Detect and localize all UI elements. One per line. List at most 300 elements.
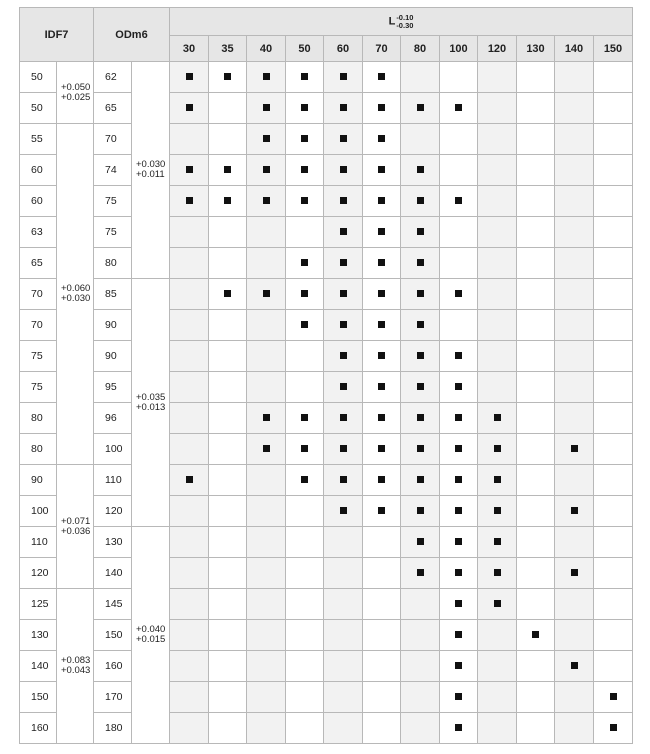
availability-cell bbox=[247, 589, 286, 620]
available-mark-icon bbox=[455, 414, 462, 421]
availability-cell bbox=[209, 62, 247, 93]
availability-cell bbox=[209, 558, 247, 589]
available-mark-icon bbox=[494, 569, 501, 576]
available-mark-icon bbox=[494, 600, 501, 607]
availability-cell bbox=[209, 496, 247, 527]
availability-cell bbox=[517, 434, 555, 465]
table-row bbox=[20, 465, 633, 496]
availability-cell bbox=[170, 93, 209, 124]
availability-cell bbox=[594, 713, 633, 744]
availability-cell bbox=[363, 217, 401, 248]
availability-cell bbox=[209, 310, 247, 341]
availability-cell bbox=[478, 62, 517, 93]
availability-cell bbox=[286, 93, 324, 124]
availability-cell bbox=[478, 155, 517, 186]
availability-cell bbox=[247, 248, 286, 279]
availability-cell bbox=[478, 124, 517, 155]
availability-cell bbox=[517, 341, 555, 372]
availability-cell bbox=[401, 62, 440, 93]
table-row bbox=[20, 217, 633, 248]
table-row bbox=[20, 713, 633, 744]
availability-cell bbox=[594, 93, 633, 124]
availability-cell bbox=[401, 496, 440, 527]
availability-cell bbox=[286, 217, 324, 248]
availability-cell bbox=[324, 248, 363, 279]
id-value: 50 bbox=[20, 62, 57, 93]
table-row bbox=[20, 248, 633, 279]
availability-cell bbox=[440, 527, 478, 558]
availability-cell bbox=[170, 310, 209, 341]
od-tolerance bbox=[132, 62, 170, 279]
availability-cell bbox=[209, 372, 247, 403]
available-mark-icon bbox=[378, 321, 385, 328]
availability-cell bbox=[555, 217, 594, 248]
header-idf: IDF7 bbox=[20, 8, 94, 62]
available-mark-icon bbox=[340, 197, 347, 204]
available-mark-icon bbox=[494, 476, 501, 483]
availability-cell bbox=[324, 713, 363, 744]
availability-cell bbox=[324, 310, 363, 341]
available-mark-icon bbox=[378, 228, 385, 235]
table-row bbox=[20, 124, 633, 155]
available-mark-icon bbox=[301, 104, 308, 111]
availability-cell bbox=[555, 155, 594, 186]
available-mark-icon bbox=[263, 166, 270, 173]
availability-cell bbox=[517, 186, 555, 217]
length-header-50: 50 bbox=[286, 36, 324, 62]
available-mark-icon bbox=[417, 259, 424, 266]
availability-cell bbox=[209, 465, 247, 496]
availability-cell bbox=[170, 248, 209, 279]
available-mark-icon bbox=[340, 414, 347, 421]
available-mark-icon bbox=[378, 290, 385, 297]
available-mark-icon bbox=[455, 290, 462, 297]
availability-cell bbox=[555, 372, 594, 403]
availability-cell bbox=[247, 155, 286, 186]
availability-cell bbox=[247, 713, 286, 744]
available-mark-icon bbox=[417, 228, 424, 235]
id-value: 60 bbox=[20, 186, 57, 217]
availability-cell bbox=[324, 372, 363, 403]
availability-cell bbox=[517, 372, 555, 403]
availability-cell bbox=[401, 713, 440, 744]
availability-cell bbox=[555, 713, 594, 744]
availability-cell bbox=[401, 558, 440, 589]
availability-cell bbox=[555, 434, 594, 465]
availability-cell bbox=[324, 558, 363, 589]
availability-cell bbox=[286, 186, 324, 217]
available-mark-icon bbox=[340, 135, 347, 142]
available-mark-icon bbox=[224, 73, 231, 80]
availability-cell bbox=[170, 403, 209, 434]
availability-cell bbox=[286, 372, 324, 403]
availability-cell bbox=[401, 682, 440, 713]
availability-cell bbox=[286, 248, 324, 279]
availability-cell bbox=[440, 465, 478, 496]
available-mark-icon bbox=[224, 290, 231, 297]
available-mark-icon bbox=[455, 476, 462, 483]
availability-cell bbox=[594, 465, 633, 496]
availability-cell bbox=[247, 186, 286, 217]
availability-cell bbox=[286, 558, 324, 589]
availability-cell bbox=[286, 124, 324, 155]
available-mark-icon bbox=[494, 538, 501, 545]
available-mark-icon bbox=[263, 290, 270, 297]
available-mark-icon bbox=[263, 414, 270, 421]
available-mark-icon bbox=[417, 569, 424, 576]
available-mark-icon bbox=[340, 507, 347, 514]
availability-cell bbox=[170, 496, 209, 527]
id-tolerance bbox=[57, 465, 94, 589]
available-mark-icon bbox=[340, 352, 347, 359]
availability-cell bbox=[209, 434, 247, 465]
available-mark-icon bbox=[301, 259, 308, 266]
available-mark-icon bbox=[340, 166, 347, 173]
availability-cell bbox=[555, 558, 594, 589]
available-mark-icon bbox=[186, 476, 193, 483]
table-row bbox=[20, 372, 633, 403]
availability-cell bbox=[209, 279, 247, 310]
available-mark-icon bbox=[417, 321, 424, 328]
available-mark-icon bbox=[455, 445, 462, 452]
available-mark-icon bbox=[455, 538, 462, 545]
availability-cell bbox=[324, 527, 363, 558]
availability-cell bbox=[363, 682, 401, 713]
table-row bbox=[20, 186, 633, 217]
length-header-70: 70 bbox=[363, 36, 401, 62]
id-value: 63 bbox=[20, 217, 57, 248]
availability-cell bbox=[594, 589, 633, 620]
availability-cell bbox=[363, 651, 401, 682]
od-tol-lower: +0.011 bbox=[136, 169, 165, 180]
availability-cell bbox=[209, 186, 247, 217]
availability-cell bbox=[517, 155, 555, 186]
availability-cell bbox=[363, 341, 401, 372]
availability-cell bbox=[478, 496, 517, 527]
availability-cell bbox=[555, 124, 594, 155]
available-mark-icon bbox=[340, 321, 347, 328]
available-mark-icon bbox=[532, 631, 539, 638]
od-tol-upper: +0.035 bbox=[136, 391, 166, 403]
availability-cell bbox=[363, 310, 401, 341]
table-row bbox=[20, 620, 633, 651]
available-mark-icon bbox=[263, 197, 270, 204]
availability-cell bbox=[517, 682, 555, 713]
od-value: 110 bbox=[94, 465, 132, 496]
availability-cell bbox=[594, 155, 633, 186]
od-value: 180 bbox=[94, 713, 132, 744]
id-value: 55 bbox=[20, 124, 57, 155]
availability-cell bbox=[517, 558, 555, 589]
availability-cell bbox=[440, 186, 478, 217]
availability-cell bbox=[324, 155, 363, 186]
id-value: 50 bbox=[20, 93, 57, 124]
availability-cell bbox=[247, 620, 286, 651]
availability-cell bbox=[594, 372, 633, 403]
availability-cell bbox=[478, 341, 517, 372]
availability-cell bbox=[594, 620, 633, 651]
availability-cell bbox=[286, 651, 324, 682]
table-body bbox=[20, 62, 633, 744]
available-mark-icon bbox=[417, 507, 424, 514]
availability-cell bbox=[555, 279, 594, 310]
length-header-130: 130 bbox=[517, 36, 555, 62]
available-mark-icon bbox=[417, 538, 424, 545]
availability-cell bbox=[247, 279, 286, 310]
available-mark-icon bbox=[340, 445, 347, 452]
od-value: 145 bbox=[94, 589, 132, 620]
id-value: 70 bbox=[20, 279, 57, 310]
availability-cell bbox=[324, 589, 363, 620]
length-header-100: 100 bbox=[440, 36, 478, 62]
availability-cell bbox=[478, 279, 517, 310]
od-value: 170 bbox=[94, 682, 132, 713]
available-mark-icon bbox=[455, 724, 462, 731]
availability-cell bbox=[478, 93, 517, 124]
availability-cell bbox=[363, 434, 401, 465]
od-tolerance bbox=[132, 279, 170, 527]
available-mark-icon bbox=[571, 507, 578, 514]
availability-cell bbox=[170, 620, 209, 651]
availability-cell bbox=[170, 279, 209, 310]
available-mark-icon bbox=[571, 445, 578, 452]
availability-cell bbox=[517, 62, 555, 93]
available-mark-icon bbox=[417, 383, 424, 390]
availability-cell bbox=[170, 186, 209, 217]
availability-cell bbox=[209, 589, 247, 620]
availability-cell bbox=[401, 310, 440, 341]
available-mark-icon bbox=[378, 445, 385, 452]
availability-cell bbox=[517, 310, 555, 341]
available-mark-icon bbox=[224, 197, 231, 204]
availability-cell bbox=[440, 682, 478, 713]
id-tol-lower: +0.030 bbox=[61, 293, 91, 304]
availability-cell bbox=[440, 62, 478, 93]
available-mark-icon bbox=[417, 104, 424, 111]
availability-cell bbox=[247, 341, 286, 372]
id-tol-lower: +0.043 bbox=[61, 665, 91, 676]
id-tol-upper: +0.083 bbox=[61, 655, 91, 666]
availability-cell bbox=[247, 465, 286, 496]
od-value: 70 bbox=[94, 124, 132, 155]
availability-cell bbox=[440, 341, 478, 372]
available-mark-icon bbox=[455, 662, 462, 669]
id-tol-upper: +0.060 bbox=[61, 283, 91, 294]
availability-cell bbox=[555, 620, 594, 651]
availability-cell bbox=[363, 186, 401, 217]
availability-cell bbox=[478, 434, 517, 465]
od-value: 95 bbox=[94, 372, 132, 403]
available-mark-icon bbox=[417, 352, 424, 359]
availability-cell bbox=[478, 713, 517, 744]
available-mark-icon bbox=[301, 445, 308, 452]
availability-cell bbox=[517, 279, 555, 310]
availability-cell bbox=[478, 403, 517, 434]
available-mark-icon bbox=[417, 414, 424, 421]
length-tol-upper: -0.10 bbox=[396, 13, 414, 22]
availability-cell bbox=[555, 527, 594, 558]
availability-cell bbox=[363, 620, 401, 651]
available-mark-icon bbox=[378, 507, 385, 514]
available-mark-icon bbox=[186, 197, 193, 204]
availability-cell bbox=[170, 589, 209, 620]
available-mark-icon bbox=[378, 197, 385, 204]
id-value: 65 bbox=[20, 248, 57, 279]
availability-cell bbox=[247, 372, 286, 403]
available-mark-icon bbox=[263, 445, 270, 452]
available-mark-icon bbox=[571, 569, 578, 576]
id-value: 60 bbox=[20, 155, 57, 186]
length-tolerance bbox=[396, 14, 413, 29]
available-mark-icon bbox=[494, 507, 501, 514]
od-tol-lower: +0.015 bbox=[136, 634, 166, 645]
availability-cell bbox=[517, 589, 555, 620]
available-mark-icon bbox=[186, 73, 193, 80]
od-value: 96 bbox=[94, 403, 132, 434]
availability-cell bbox=[478, 372, 517, 403]
availability-cell bbox=[324, 465, 363, 496]
availability-cell bbox=[324, 124, 363, 155]
length-header-140: 140 bbox=[555, 36, 594, 62]
length-header-60: 60 bbox=[324, 36, 363, 62]
availability-cell bbox=[363, 372, 401, 403]
available-mark-icon bbox=[301, 166, 308, 173]
availability-cell bbox=[555, 62, 594, 93]
available-mark-icon bbox=[378, 352, 385, 359]
available-mark-icon bbox=[455, 383, 462, 390]
availability-cell bbox=[324, 403, 363, 434]
available-mark-icon bbox=[263, 104, 270, 111]
table-row bbox=[20, 62, 633, 93]
availability-cell bbox=[517, 93, 555, 124]
available-mark-icon bbox=[455, 693, 462, 700]
availability-cell bbox=[170, 558, 209, 589]
available-mark-icon bbox=[263, 135, 270, 142]
length-tol-lower: -0.30 bbox=[396, 20, 414, 30]
availability-cell bbox=[517, 217, 555, 248]
availability-cell bbox=[478, 589, 517, 620]
availability-cell bbox=[363, 465, 401, 496]
available-mark-icon bbox=[263, 73, 270, 80]
availability-cell bbox=[170, 217, 209, 248]
availability-cell bbox=[594, 186, 633, 217]
available-mark-icon bbox=[378, 166, 385, 173]
availability-cell bbox=[209, 248, 247, 279]
availability-cell bbox=[555, 341, 594, 372]
id-value: 70 bbox=[20, 310, 57, 341]
id-value: 100 bbox=[20, 496, 57, 527]
table-row bbox=[20, 155, 633, 186]
availability-cell bbox=[555, 682, 594, 713]
availability-cell bbox=[286, 620, 324, 651]
table-row bbox=[20, 527, 633, 558]
available-mark-icon bbox=[340, 228, 347, 235]
table-row bbox=[20, 434, 633, 465]
available-mark-icon bbox=[455, 352, 462, 359]
availability-cell bbox=[363, 496, 401, 527]
availability-cell bbox=[594, 651, 633, 682]
availability-cell bbox=[363, 713, 401, 744]
table-row bbox=[20, 93, 633, 124]
availability-cell bbox=[170, 341, 209, 372]
availability-cell bbox=[401, 279, 440, 310]
availability-cell bbox=[440, 310, 478, 341]
availability-cell bbox=[324, 279, 363, 310]
id-tol-lower: +0.025 bbox=[61, 91, 91, 103]
availability-cell bbox=[401, 465, 440, 496]
availability-cell bbox=[286, 279, 324, 310]
availability-cell bbox=[209, 93, 247, 124]
availability-cell bbox=[440, 217, 478, 248]
availability-cell bbox=[594, 62, 633, 93]
available-mark-icon bbox=[610, 724, 617, 731]
table-row bbox=[20, 651, 633, 682]
id-value: 150 bbox=[20, 682, 57, 713]
availability-cell bbox=[555, 651, 594, 682]
id-value: 75 bbox=[20, 372, 57, 403]
available-mark-icon bbox=[340, 476, 347, 483]
availability-cell bbox=[170, 465, 209, 496]
available-mark-icon bbox=[186, 104, 193, 111]
availability-cell bbox=[440, 124, 478, 155]
available-mark-icon bbox=[455, 104, 462, 111]
availability-cell bbox=[555, 248, 594, 279]
available-mark-icon bbox=[494, 414, 501, 421]
od-value: 90 bbox=[94, 341, 132, 372]
available-mark-icon bbox=[417, 476, 424, 483]
table-row bbox=[20, 279, 633, 310]
availability-cell bbox=[247, 496, 286, 527]
od-tol-upper: +0.030 bbox=[136, 159, 166, 170]
availability-cell bbox=[594, 310, 633, 341]
id-value: 125 bbox=[20, 589, 57, 620]
availability-cell bbox=[324, 62, 363, 93]
availability-cell bbox=[555, 93, 594, 124]
availability-cell bbox=[440, 403, 478, 434]
availability-cell bbox=[594, 527, 633, 558]
availability-cell bbox=[517, 527, 555, 558]
availability-cell bbox=[594, 248, 633, 279]
availability-cell bbox=[363, 93, 401, 124]
availability-cell bbox=[209, 155, 247, 186]
available-mark-icon bbox=[455, 197, 462, 204]
id-value: 80 bbox=[20, 434, 57, 465]
availability-cell bbox=[478, 558, 517, 589]
availability-cell bbox=[363, 403, 401, 434]
availability-cell bbox=[440, 434, 478, 465]
availability-cell bbox=[401, 372, 440, 403]
table-row bbox=[20, 403, 633, 434]
od-tolerance bbox=[132, 527, 170, 744]
od-value: 75 bbox=[94, 186, 132, 217]
availability-cell bbox=[594, 341, 633, 372]
availability-cell bbox=[247, 62, 286, 93]
availability-cell bbox=[247, 434, 286, 465]
id-tol-upper: +0.071 bbox=[61, 515, 91, 527]
od-value: 140 bbox=[94, 558, 132, 589]
id-value: 75 bbox=[20, 341, 57, 372]
availability-cell bbox=[594, 682, 633, 713]
available-mark-icon bbox=[378, 259, 385, 266]
available-mark-icon bbox=[610, 693, 617, 700]
id-value: 160 bbox=[20, 713, 57, 744]
availability-cell bbox=[594, 558, 633, 589]
availability-cell bbox=[555, 496, 594, 527]
length-header-150: 150 bbox=[594, 36, 633, 62]
available-mark-icon bbox=[378, 135, 385, 142]
availability-cell bbox=[247, 651, 286, 682]
availability-cell bbox=[478, 186, 517, 217]
